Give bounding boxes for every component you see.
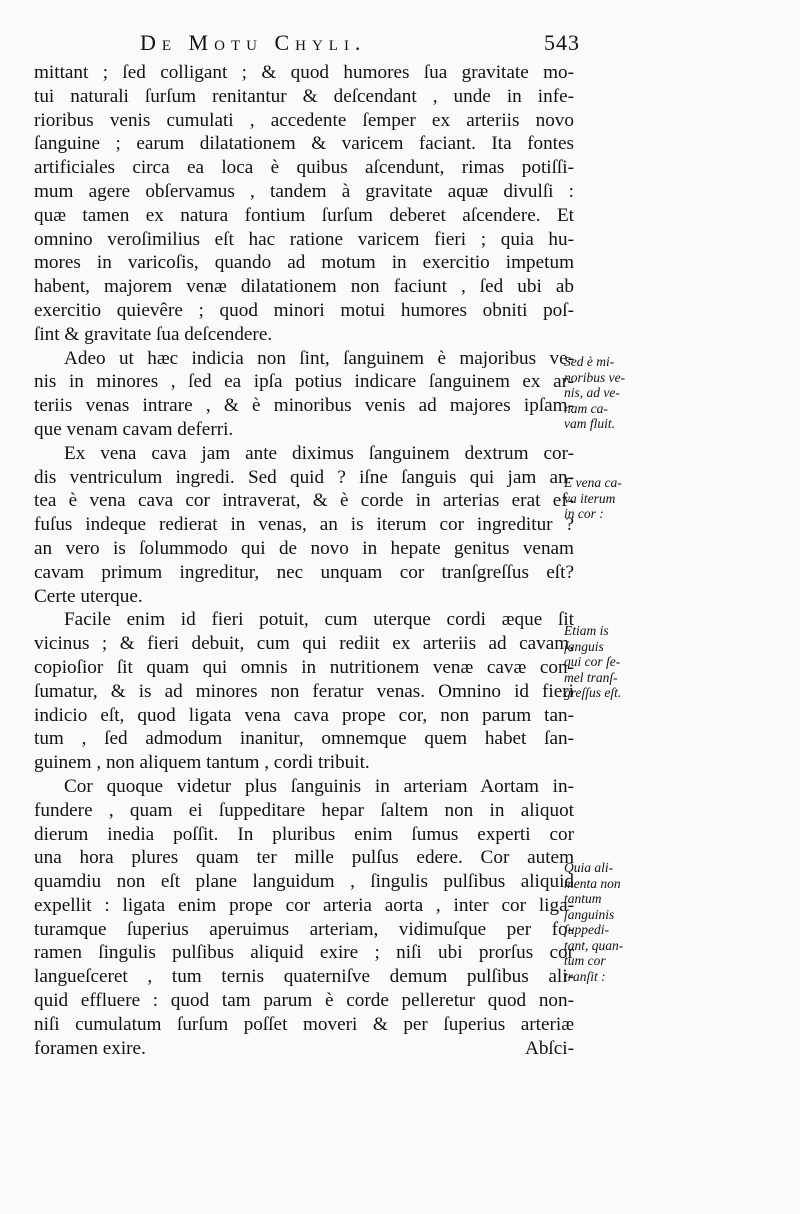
text-line: ſanguine ; earum dilatationem & varicem faciant. Ita fontes — [34, 133, 574, 155]
text-line: una hora plures quam ter mille pulſus edere. Cor autem — [34, 847, 574, 869]
catchword: Abſci- — [524, 1037, 574, 1059]
marginal-note — [564, 475, 654, 522]
text-line: exercitio quievêre ; quod minori motui humores obniti poſ- — [34, 299, 574, 321]
marginal-note — [564, 860, 654, 984]
marginal-note-line: tantum — [564, 891, 602, 906]
text-line: langueſceret , tum ternis quaterniſve demum pulſibus ali- — [34, 966, 574, 988]
marginal-note-line: ſanguis — [564, 638, 604, 654]
text-line: tum , ſed admodum inanitur, omnemque quem habet ſan- — [34, 728, 574, 750]
text-line: ramen ſingulis pulſibus aliquid exire ; niſi ubi prorſus cor — [34, 942, 574, 964]
marginal-note-line: Quia ali- — [564, 860, 614, 875]
marginal-note-line: menta non — [564, 875, 621, 891]
marginal-note-line: greſſus eſt. — [564, 685, 622, 700]
text-line: niſi cumulatum ſurſum poſſet moveri & per ſuperius arteriæ — [34, 1013, 574, 1035]
text-line: turamque ſuperius aperuimus arteriam, vidimuſque per fo- — [34, 918, 574, 940]
text-line: dierum inedia poſſit. In pluribus enim ſumus experti cor — [34, 823, 574, 845]
marginal-note-line: E vena ca- — [564, 475, 622, 490]
text-line: ſumatur, & is ad minores non feratur venas. Omnino id fieri — [34, 680, 574, 702]
text-line: dis ventriculum ingredi. Sed quid ? iſne ſanguis qui jam an- — [34, 466, 574, 488]
text-line: Cor quoque videtur plus ſanguinis in arteriam Aortam in- — [64, 775, 574, 797]
marginal-note-line: va iterum — [564, 490, 616, 506]
text-line: mittant ; ſed colligant ; & quod humores ſua gravitate mo- — [34, 62, 574, 83]
marginal-note-line: qui cor ſe- — [564, 654, 621, 669]
text-line: Adeo ut hæc indicia non ſint, ſanguinem è majoribus ve- — [64, 347, 574, 369]
text-line: habent, majorem venæ dilatationem non faciunt , ſed ubi ab — [34, 276, 574, 298]
marginal-note — [564, 354, 654, 432]
marginal-note-line: ſuppedi- — [564, 922, 609, 937]
text-line: rioribus venis cumulati , accedente ſemper ex arteriis novo — [34, 109, 574, 131]
marginal-note — [564, 623, 654, 701]
main-text-block — [34, 61, 574, 1060]
text-line: mum agere obſervamus , tandem à gravitate aquæ divulſi : — [34, 180, 574, 202]
text-line: mores in varicoſis, quando ad motum in exercitio impetum — [34, 252, 574, 274]
text-line: cavam primum ingreditur, nec unquam cor tranſgreſſus eſt? — [34, 561, 574, 583]
marginal-note-line: nis, ad ve- — [564, 385, 620, 400]
text-line: teriis venas intrare , & è minoribus venis ad majores ipſam- — [34, 395, 574, 417]
text-line: que venam cavam deferri. — [34, 418, 234, 440]
text-line: ſint & gravitate ſua deſcendere. — [34, 323, 273, 345]
text-line: omnino veroſimilius eſt hac ratione varicem fieri ; quia hu- — [34, 228, 574, 250]
marginal-note-line: tum cor — [564, 953, 606, 968]
text-line: vicinus ; & fieri debuit, cum qui rediit ex arteriis ad cavam, — [34, 633, 574, 655]
text-line: foramen exire. — [34, 1037, 146, 1059]
marginal-note-line: vam fluit. — [564, 416, 615, 431]
marginal-note-line: in cor : — [564, 506, 604, 521]
text-line: Certe uterque. — [34, 585, 143, 607]
text-line: nis in minores , ſed ea ipſa potius indicare ſanguinem ex ar- — [34, 371, 574, 393]
text-line: expellit : ligata enim prope cor arteria aorta , inter cor liga- — [34, 894, 574, 916]
text-line: Facile enim id fieri potuit, cum uterque cordi æque ſit — [64, 609, 574, 631]
marginal-note-line: Etiam is — [564, 623, 609, 638]
marginal-note-line: nam ca- — [564, 400, 608, 416]
text-line: fundere , quam ei ſuppeditare hepar ſaltem non in aliquot — [34, 799, 574, 821]
page-number: 543 — [544, 30, 580, 55]
marginal-note-line: tant, quan- — [564, 937, 624, 953]
text-line: Ex vena cava jam ante diximus ſanguinem dextrum cor- — [64, 442, 574, 464]
marginal-note-line: mel tranſ- — [564, 669, 618, 685]
marginal-note-line: Sed è mi- — [564, 354, 615, 369]
text-line: quæ tamen ex natura fontium ſurſum deberet aſcendere. Et — [34, 204, 574, 226]
running-title: De Motu Chyli. — [140, 30, 367, 55]
marginal-note-line: tranſit : — [564, 968, 606, 984]
text-line: an vero is ſolummodo qui de novo in hepate genitus venam — [34, 537, 574, 559]
text-line: guinem , non aliquem tantum , cordi tribuit. — [34, 752, 370, 774]
marginal-note-line: ſanguinis — [564, 906, 615, 922]
text-line: copioſior ſit quam qui omnis in nutritionem venæ cavæ con- — [34, 656, 574, 678]
text-line: tea è vena cava cor intraverat, & è corde in arterias erat ef- — [34, 490, 574, 512]
text-line: fuſus indeque redierat in venas, an is iterum cor ingreditur ? — [34, 514, 574, 536]
text-line: tui naturali ſurſum renitantur & deſcendant , unde in infe- — [34, 85, 574, 107]
text-line: quamdiu non eſt plane languidum , ſingulis pulſibus aliquid — [34, 871, 574, 893]
text-line: quid effluere : quod tam parum è corde pelleretur quod non- — [34, 990, 574, 1012]
text-line: indicio eſt, quod ligata vena cava prope cor, non parum tan- — [34, 704, 574, 726]
text-line: artificiales circa ea loca è quibus aſcendunt, rimas potiſſi- — [34, 157, 574, 179]
marginal-note-line: noribus ve- — [564, 369, 626, 385]
